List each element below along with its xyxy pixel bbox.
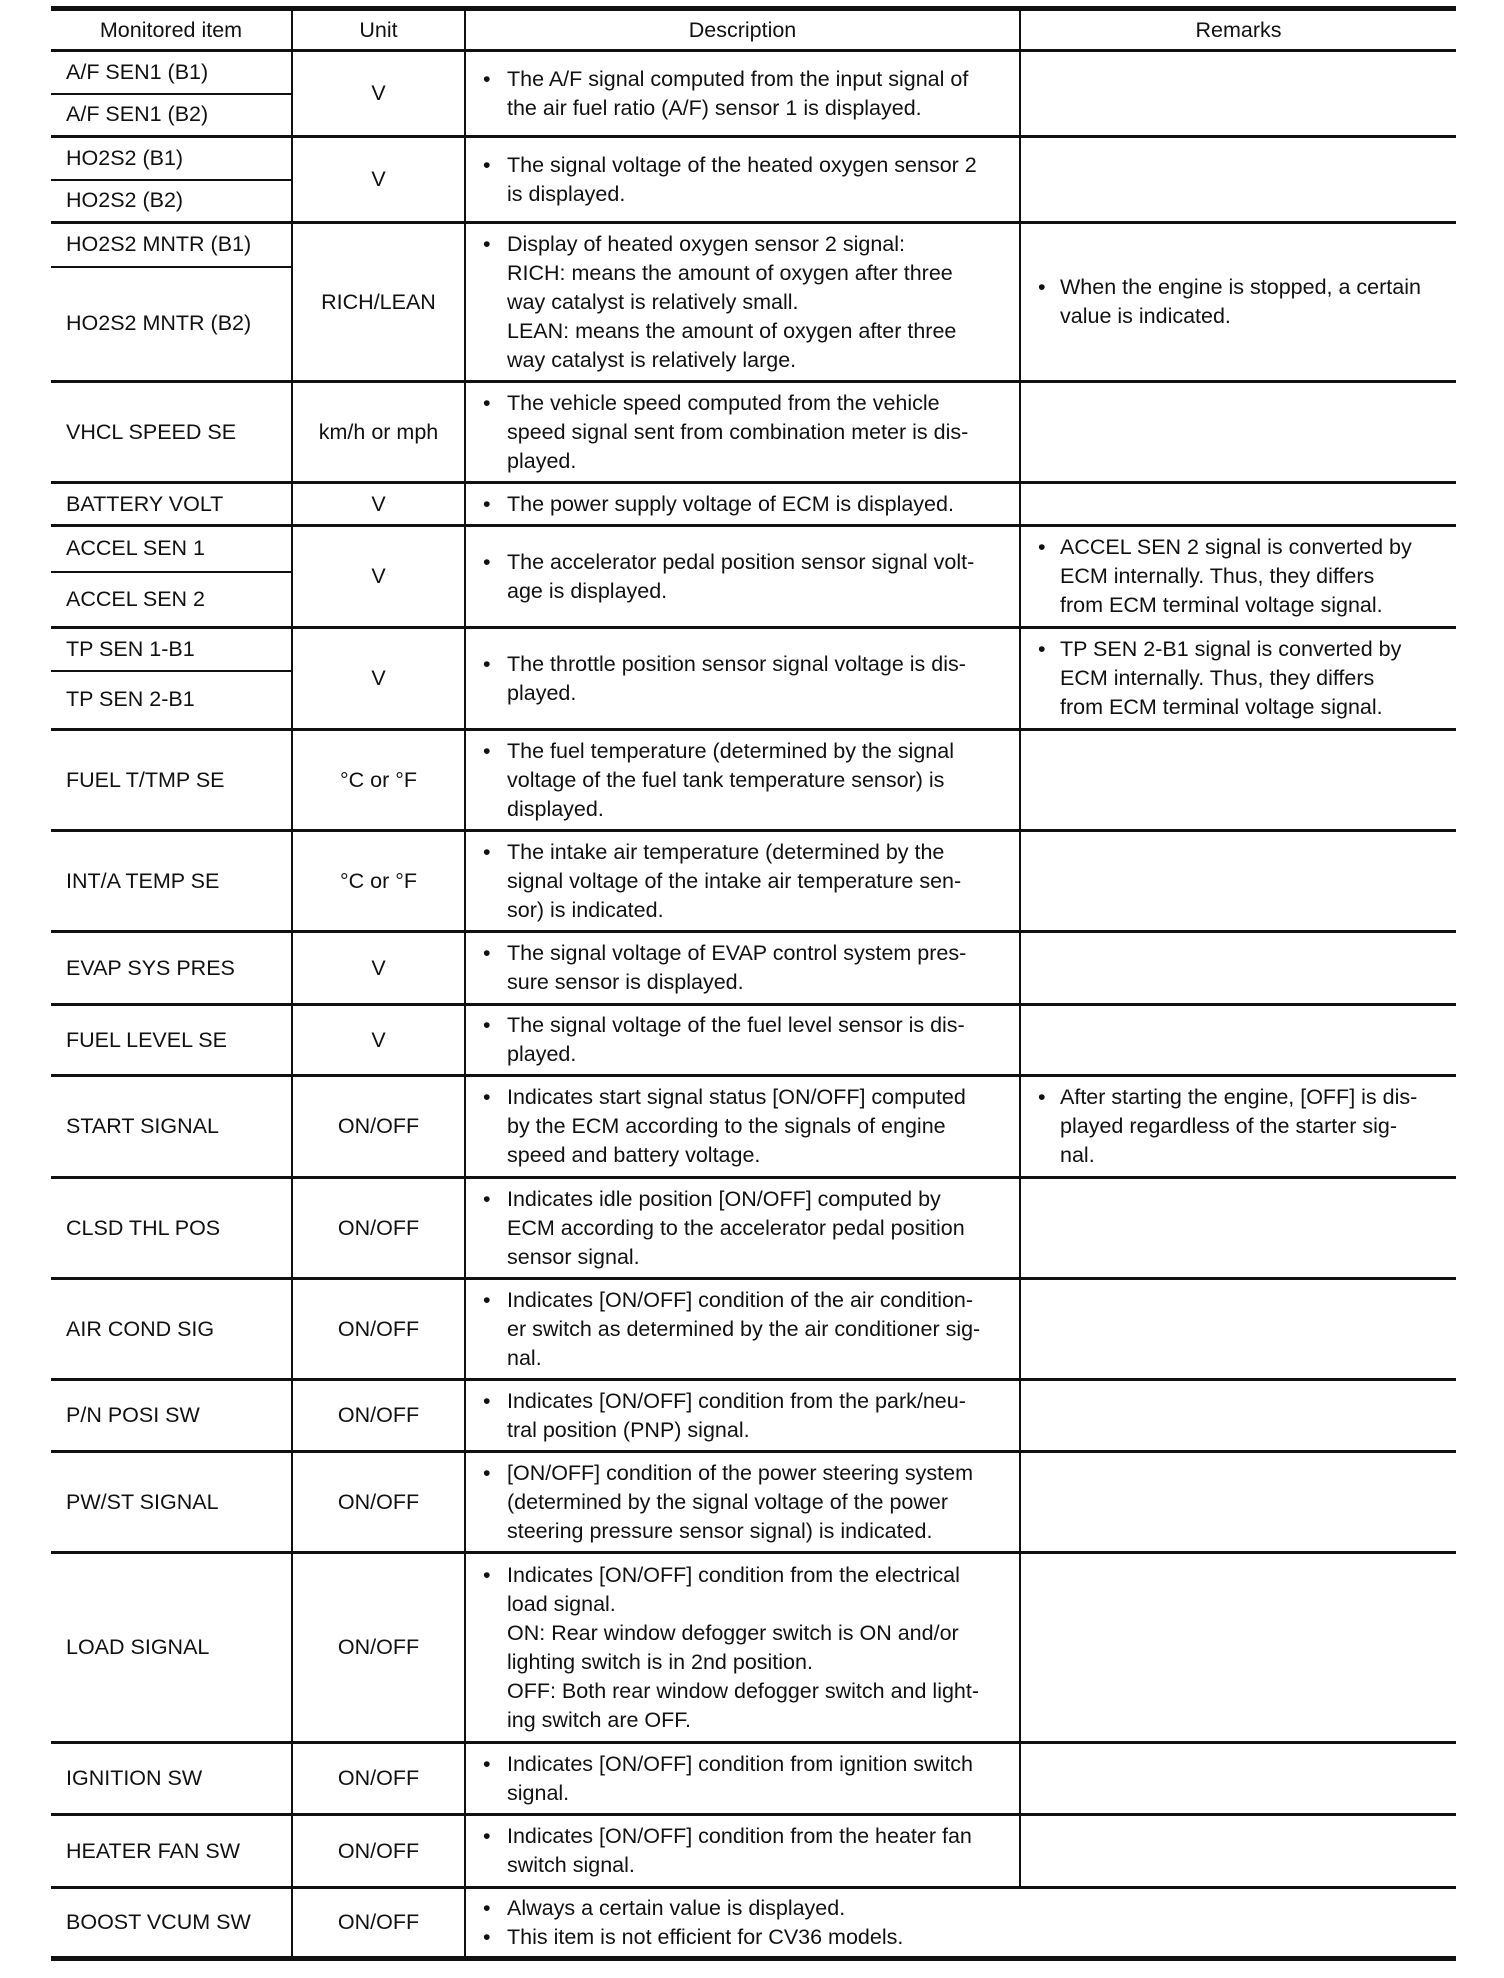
bullet-item	[466, 1923, 1456, 1952]
bullet-item	[466, 939, 1019, 997]
bullet-item	[466, 1011, 1019, 1069]
text-line: When the engine is stopped, a certain	[1060, 275, 1421, 299]
text-line: The power supply voltage of ECM is displayed.	[507, 491, 954, 516]
text-line: played.	[507, 1042, 577, 1066]
table-row	[51, 628, 1456, 671]
table-row	[51, 1178, 1456, 1279]
text-line: nal.	[1060, 1143, 1095, 1167]
bullet-icon: •	[483, 1824, 491, 1848]
text-line: played.	[507, 680, 577, 705]
remarks-cell	[1020, 223, 1456, 382]
monitored-item-cell: HO2S2 MNTR (B2)	[51, 267, 292, 382]
text-line: ECM according to the accelerator pedal position	[507, 1215, 965, 1240]
text-line: The signal voltage of the heated oxygen sensor 2	[507, 152, 977, 177]
bullet-icon: •	[483, 738, 491, 763]
remarks-cell	[1020, 831, 1456, 932]
remarks-cell	[1020, 526, 1456, 628]
monitored-item-cell: LOAD SIGNAL	[51, 1553, 292, 1743]
table-row	[51, 382, 1456, 483]
bullet-icon: •	[483, 1085, 491, 1109]
unit-cell: °C or °F	[292, 730, 465, 831]
description-cell	[465, 1005, 1020, 1076]
bullet-icon: •	[483, 1751, 491, 1776]
bullet-icon: •	[483, 152, 491, 177]
monitored-item-cell: CLSD THL POS	[51, 1178, 292, 1279]
unit-cell: ON/OFF	[292, 1279, 465, 1380]
description-cell	[465, 1452, 1020, 1553]
description-cell	[465, 628, 1020, 730]
text-line: ON: Rear window defogger switch is ON and/or	[507, 1620, 959, 1645]
bullet-icon: •	[483, 1186, 491, 1211]
bullet-item	[466, 389, 1019, 476]
text-line: The signal voltage of the fuel level sensor is dis-	[507, 1013, 965, 1037]
description-cell	[465, 1815, 1020, 1888]
monitored-item-cell: INT/A TEMP SE	[51, 831, 292, 932]
bullet-item	[466, 490, 1019, 519]
text-line: (determined by the signal voltage of the power	[507, 1489, 949, 1514]
text-line: RICH: means the amount of oxygen after three	[507, 260, 953, 285]
unit-cell: ON/OFF	[292, 1888, 465, 1959]
remarks-cell	[1020, 1380, 1456, 1452]
unit-cell: ON/OFF	[292, 1452, 465, 1553]
bullet-icon: •	[483, 651, 491, 676]
bullet-item	[1021, 533, 1456, 620]
text-line: signal voltage of the intake air temperature sen-	[507, 868, 962, 893]
table-row	[51, 1279, 1456, 1380]
text-line: sure sensor is displayed.	[507, 970, 744, 994]
text-line: Indicates [ON/OFF] condition from the park/neu-	[507, 1388, 966, 1413]
table-row	[51, 730, 1456, 831]
unit-cell: ON/OFF	[292, 1553, 465, 1743]
remarks-cell	[1020, 1005, 1456, 1076]
table-row	[51, 1452, 1456, 1553]
header-unit: Unit	[292, 9, 465, 51]
bullet-item	[466, 1083, 1019, 1170]
monitored-item-cell: AIR COND SIG	[51, 1279, 292, 1380]
text-line: value is indicated.	[1060, 304, 1231, 328]
remarks-cell	[1020, 137, 1456, 223]
remarks-cell	[1020, 1553, 1456, 1743]
text-line: way catalyst is relatively small.	[507, 289, 799, 314]
text-line: ECM internally. Thus, they differs	[1060, 666, 1375, 690]
header-row	[51, 9, 1456, 51]
text-line: The A/F signal computed from the input signal of	[507, 66, 969, 91]
description-cell	[465, 1380, 1020, 1452]
bullet-item	[1021, 635, 1456, 722]
monitored-item-cell: A/F SEN1 (B1)	[51, 51, 292, 94]
text-line: from ECM terminal voltage signal.	[1060, 695, 1383, 719]
text-line: displayed.	[507, 796, 604, 821]
table-row	[51, 932, 1456, 1005]
description-cell	[465, 483, 1020, 526]
text-line: [ON/OFF] condition of the power steering system	[507, 1460, 974, 1485]
unit-cell: ON/OFF	[292, 1743, 465, 1815]
monitored-item-cell: HO2S2 (B1)	[51, 137, 292, 180]
monitored-item-cell: TP SEN 2-B1	[51, 671, 292, 730]
monitored-item-cell: ACCEL SEN 1	[51, 526, 292, 572]
text-line: sensor signal.	[507, 1244, 640, 1269]
text-line: LEAN: means the amount of oxygen after three	[507, 318, 957, 343]
text-line: ing switch are OFF.	[507, 1707, 691, 1732]
text-line: switch signal.	[507, 1853, 635, 1877]
text-line: The fuel temperature (determined by the signal	[507, 738, 954, 763]
unit-cell: V	[292, 1005, 465, 1076]
table-row	[51, 1076, 1456, 1178]
unit-cell: °C or °F	[292, 831, 465, 932]
monitored-item-cell: IGNITION SW	[51, 1743, 292, 1815]
table-row	[51, 1005, 1456, 1076]
bullet-item	[466, 1561, 1019, 1735]
text-line: voltage of the fuel tank temperature sensor) is	[507, 767, 945, 792]
text-line: Indicates start signal status [ON/OFF] computed	[507, 1085, 966, 1109]
monitored-item-cell: VHCL SPEED SE	[51, 382, 292, 483]
text-line: The intake air temperature (determined by the	[507, 839, 945, 864]
table-row	[51, 1380, 1456, 1452]
description-cell	[465, 1178, 1020, 1279]
text-line: Indicates idle position [ON/OFF] computed by	[507, 1186, 941, 1211]
bullet-item	[466, 1750, 1019, 1808]
unit-cell: V	[292, 51, 465, 137]
description-cell	[465, 831, 1020, 932]
remarks-cell	[1020, 51, 1456, 137]
bullet-item	[466, 1894, 1456, 1923]
table-row	[51, 137, 1456, 180]
table-row	[51, 1888, 1456, 1959]
text-line: This item is not efficient for CV36 models.	[507, 1924, 904, 1949]
text-line: ACCEL SEN 2 signal is converted by	[1060, 535, 1412, 559]
remarks-cell	[1020, 1815, 1456, 1888]
text-line: signal.	[507, 1780, 570, 1805]
text-line: OFF: Both rear window defogger switch and light-	[507, 1678, 980, 1703]
description-cell	[465, 1743, 1020, 1815]
unit-cell: ON/OFF	[292, 1076, 465, 1178]
bullet-icon: •	[483, 491, 491, 516]
description-cell	[465, 137, 1020, 223]
monitored-item-cell: HEATER FAN SW	[51, 1815, 292, 1888]
text-line: The vehicle speed computed from the vehicle	[507, 390, 940, 415]
description-cell	[465, 51, 1020, 137]
remarks-cell	[1020, 1452, 1456, 1553]
text-line: age is displayed.	[507, 578, 668, 603]
table-row	[51, 223, 1456, 267]
remarks-cell	[1020, 628, 1456, 730]
text-line: er switch as determined by the air conditioner sig-	[507, 1316, 981, 1341]
table-row	[51, 483, 1456, 526]
text-line: by the ECM according to the signals of engine	[507, 1114, 946, 1138]
text-line: The throttle position sensor signal voltage is dis-	[507, 651, 966, 676]
text-line: speed signal sent from combination meter is dis-	[507, 419, 969, 444]
table-row	[51, 51, 1456, 94]
description-cell	[465, 1888, 1456, 1959]
text-line: sor) is indicated.	[507, 897, 664, 922]
monitored-item-cell: START SIGNAL	[51, 1076, 292, 1178]
monitored-item-cell: A/F SEN1 (B2)	[51, 94, 292, 137]
text-line: nal.	[507, 1345, 542, 1370]
header-remarks: Remarks	[1020, 9, 1456, 51]
bullet-item	[466, 65, 1019, 123]
monitor-item-table	[51, 6, 1456, 1961]
bullet-icon: •	[483, 66, 491, 91]
table-row	[51, 1743, 1456, 1815]
bullet-icon: •	[483, 1924, 491, 1949]
text-line: played regardless of the starter sig-	[1060, 1114, 1397, 1138]
description-cell	[465, 1279, 1020, 1380]
monitored-item-cell: HO2S2 (B2)	[51, 180, 292, 223]
monitored-item-cell: EVAP SYS PRES	[51, 932, 292, 1005]
bullet-icon: •	[1038, 1085, 1046, 1109]
text-line: from ECM terminal voltage signal.	[1060, 593, 1383, 617]
bullet-item	[466, 1387, 1019, 1445]
monitored-item-cell: PW/ST SIGNAL	[51, 1452, 292, 1553]
remarks-cell	[1020, 382, 1456, 483]
bullet-icon: •	[483, 941, 491, 965]
unit-cell: ON/OFF	[292, 1815, 465, 1888]
bullet-item	[466, 1286, 1019, 1373]
description-cell	[465, 932, 1020, 1005]
text-line: lighting switch is in 2nd position.	[507, 1649, 813, 1674]
unit-cell: V	[292, 137, 465, 223]
bullet-icon: •	[1038, 637, 1046, 661]
description-cell	[465, 1553, 1020, 1743]
unit-cell: ON/OFF	[292, 1178, 465, 1279]
remarks-cell	[1020, 483, 1456, 526]
bullet-item	[466, 1822, 1019, 1880]
unit-cell: V	[292, 628, 465, 730]
monitored-item-cell: TP SEN 1-B1	[51, 628, 292, 671]
text-line: TP SEN 2-B1 signal is converted by	[1060, 637, 1402, 661]
bullet-icon: •	[483, 1388, 491, 1413]
unit-cell: ON/OFF	[292, 1380, 465, 1452]
description-cell	[465, 526, 1020, 628]
description-cell	[465, 730, 1020, 831]
bullet-item	[466, 230, 1019, 375]
bullet-icon: •	[483, 1460, 491, 1485]
text-line: the air fuel ratio (A/F) sensor 1 is displayed.	[507, 95, 922, 120]
bullet-icon: •	[483, 839, 491, 864]
header-monitored-item: Monitored item	[51, 9, 292, 51]
bullet-icon: •	[483, 1013, 491, 1037]
bullet-item	[466, 838, 1019, 925]
text-line: tral position (PNP) signal.	[507, 1417, 750, 1442]
bullet-item	[466, 548, 1019, 606]
description-cell	[465, 1076, 1020, 1178]
bullet-icon: •	[483, 1562, 491, 1587]
monitored-item-cell: BOOST VCUM SW	[51, 1888, 292, 1959]
header-description: Description	[465, 9, 1020, 51]
text-line: Always a certain value is displayed.	[507, 1895, 846, 1920]
text-line: Indicates [ON/OFF] condition of the air condition-	[507, 1287, 974, 1312]
text-line: ECM internally. Thus, they differs	[1060, 564, 1375, 588]
table-row	[51, 1553, 1456, 1743]
bullet-icon: •	[483, 549, 491, 574]
table-row	[51, 526, 1456, 572]
bullet-icon: •	[483, 1287, 491, 1312]
bullet-icon: •	[483, 231, 491, 256]
text-line: steering pressure sensor signal) is indicated.	[507, 1518, 933, 1543]
monitored-item-cell: ACCEL SEN 2	[51, 572, 292, 628]
bullet-icon: •	[1038, 535, 1046, 559]
description-cell	[465, 223, 1020, 382]
bullet-item	[466, 151, 1019, 209]
text-line: played.	[507, 448, 577, 473]
text-line: is displayed.	[507, 181, 626, 206]
text-line: Indicates [ON/OFF] condition from the electrical	[507, 1562, 960, 1587]
table-row	[51, 1815, 1456, 1888]
bullet-item	[466, 737, 1019, 824]
remarks-cell	[1020, 1076, 1456, 1178]
bullet-item	[466, 650, 1019, 708]
bullet-icon: •	[483, 1895, 491, 1920]
bullet-item	[1021, 1083, 1456, 1170]
monitored-item-cell: P/N POSI SW	[51, 1380, 292, 1452]
remarks-cell	[1020, 1279, 1456, 1380]
text-line: load signal.	[507, 1591, 616, 1616]
text-line: The accelerator pedal position sensor signal volt-	[507, 549, 975, 574]
bullet-item	[1021, 273, 1456, 331]
unit-cell: km/h or mph	[292, 382, 465, 483]
remarks-cell	[1020, 932, 1456, 1005]
monitored-item-cell: BATTERY VOLT	[51, 483, 292, 526]
remarks-cell	[1020, 1178, 1456, 1279]
text-line: Display of heated oxygen sensor 2 signal:	[507, 231, 905, 256]
monitored-item-cell: FUEL LEVEL SE	[51, 1005, 292, 1076]
unit-cell: V	[292, 483, 465, 526]
monitored-item-cell: FUEL T/TMP SE	[51, 730, 292, 831]
table-row	[51, 831, 1456, 932]
bullet-icon: •	[1038, 275, 1046, 299]
text-line: The signal voltage of EVAP control system pres-	[507, 941, 967, 965]
unit-cell: V	[292, 526, 465, 628]
text-line: speed and battery voltage.	[507, 1143, 761, 1167]
text-line: way catalyst is relatively large.	[507, 347, 797, 372]
bullet-icon: •	[483, 390, 491, 415]
bullet-item	[466, 1185, 1019, 1272]
description-cell	[465, 382, 1020, 483]
text-line: Indicates [ON/OFF] condition from ignition switch	[507, 1751, 974, 1776]
unit-cell: V	[292, 932, 465, 1005]
text-line: After starting the engine, [OFF] is dis-	[1060, 1085, 1418, 1109]
text-line: Indicates [ON/OFF] condition from the heater fan	[507, 1824, 972, 1848]
remarks-cell	[1020, 1743, 1456, 1815]
monitored-item-cell: HO2S2 MNTR (B1)	[51, 223, 292, 267]
remarks-cell	[1020, 730, 1456, 831]
bullet-item	[466, 1459, 1019, 1546]
unit-cell: RICH/LEAN	[292, 223, 465, 382]
